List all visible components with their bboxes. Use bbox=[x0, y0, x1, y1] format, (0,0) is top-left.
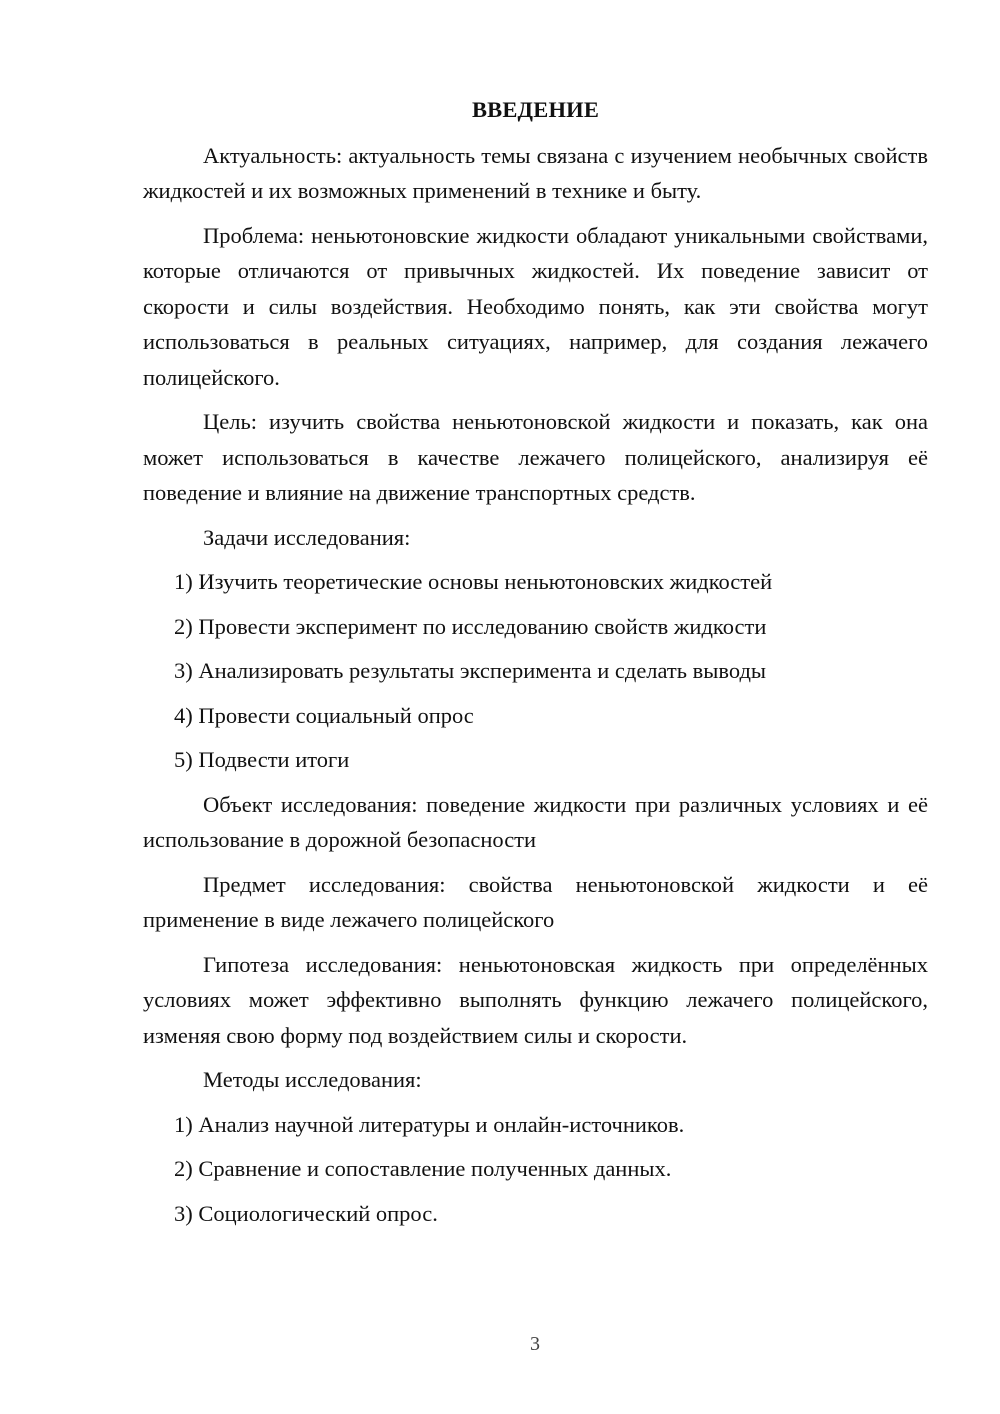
paragraph-hypothesis: Гипотеза исследования: неньютоновская жидкость при определённых условиях может эффективно выполнять функцию лежачего полицейского, изменяя свою форму под воздействием силы и скорости. bbox=[143, 951, 928, 1048]
method-item-3: 3) Социологический опрос. bbox=[174, 1200, 438, 1226]
task-item-2: 2) Провести эксперимент по исследованию свойств жидкости bbox=[174, 613, 767, 639]
tasks-section bbox=[143, 520, 928, 778]
paragraph-relevance: Актуальность: актуальность темы связана с изучением необычных свойств жидкостей и их возможных применений в технике и быту. bbox=[143, 142, 928, 203]
paragraph-goal: Цель: изучить свойства неньютоновской жидкости и показать, как она может использоваться в качестве лежачего полицейского, анализируя её поведение и влияние на движение транспортных средств. bbox=[143, 409, 928, 505]
task-item-1: 1) Изучить теоретические основы неньютоновских жидкостей bbox=[174, 569, 773, 594]
methods-section bbox=[143, 1062, 928, 1231]
task-item-4: 4) Провести социальный опрос bbox=[174, 702, 474, 728]
methods-heading: Методы исследования: bbox=[203, 1067, 422, 1092]
paragraph-object: Объект исследования: поведение жидкости при различных условиях и её использование в дорожной безопасности bbox=[143, 791, 928, 852]
method-item-2: 2) Сравнение и сопоставление полученных данных. bbox=[174, 1156, 672, 1181]
method-item-1: 1) Анализ научной литературы и онлайн-источников. bbox=[174, 1111, 685, 1137]
paragraph-problem: Проблема: неньютоновские жидкости обладают уникальными свойствами, которые отличаются от привычных жидкостей. Их поведение зависит от скорости и силы воздействия. Необходимо понять, как эти свойства могут использоваться в реальных ситуациях, например, для создания лежачего полицейского. bbox=[143, 222, 928, 390]
page-number: 3 bbox=[530, 1333, 540, 1355]
task-item-3: 3) Анализировать результаты эксперимента и сделать выводы bbox=[174, 658, 767, 683]
paragraph-subject: Предмет исследования: свойства неньютоновской жидкости и её применение в виде лежачего полицейского bbox=[143, 871, 928, 932]
page-content bbox=[143, 92, 928, 1240]
tasks-heading: Задачи исследования: bbox=[203, 524, 411, 550]
section-title: ВВЕДЕНИЕ bbox=[471, 97, 600, 122]
task-item-5: 5) Подвести итоги bbox=[174, 747, 350, 772]
